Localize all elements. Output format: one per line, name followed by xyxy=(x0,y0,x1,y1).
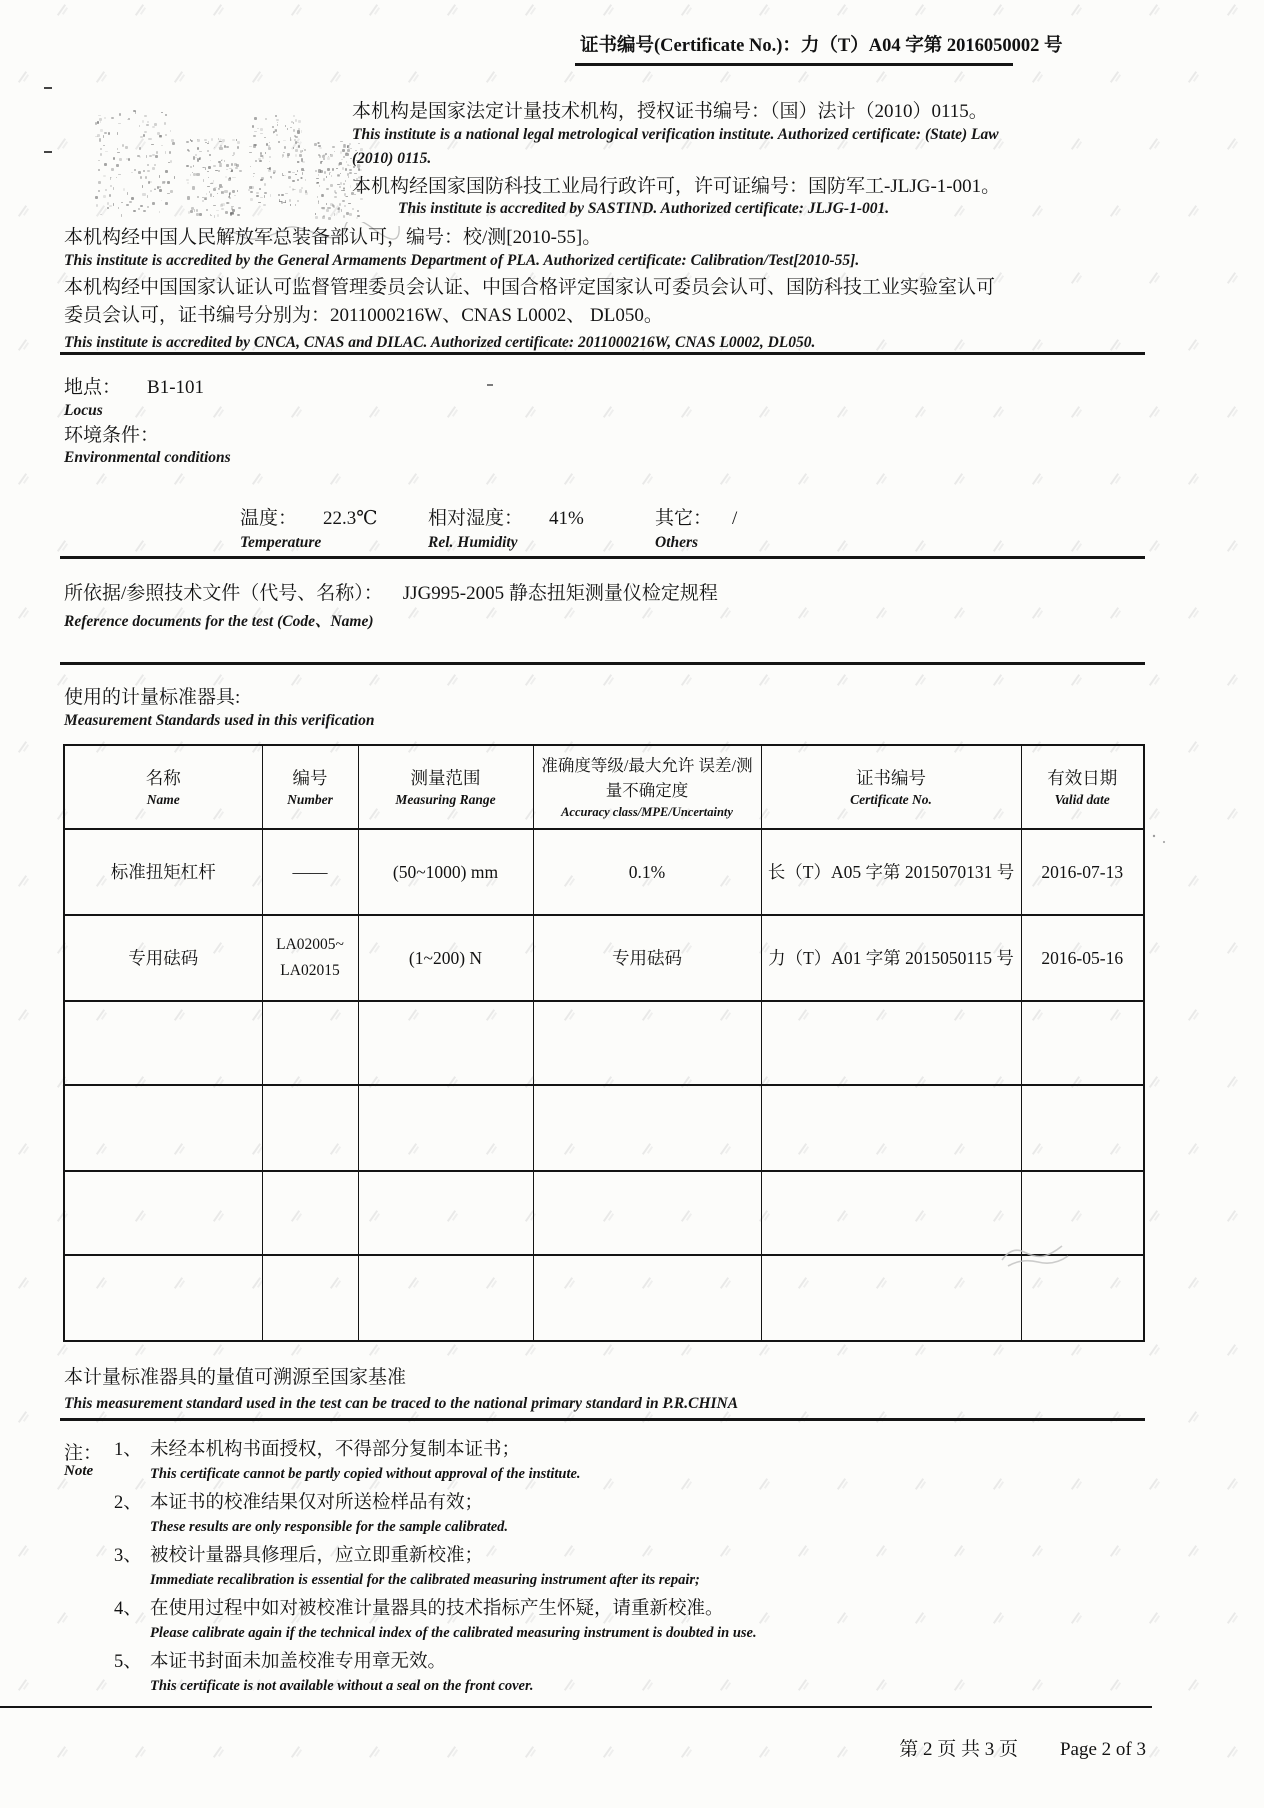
cell-valid-date: 2016-05-16 xyxy=(1021,915,1144,1001)
section-divider xyxy=(60,556,1145,559)
stray-dots xyxy=(1150,830,1176,848)
footer-rule xyxy=(0,1706,1152,1708)
humidity-field: 相对湿度： 41% xyxy=(428,508,584,529)
margin-mark xyxy=(44,151,52,153)
cell-certificate: 力（T）A01 字第 2015050115 号 xyxy=(761,915,1021,1001)
page-number-footer xyxy=(899,1734,1146,1761)
table-row xyxy=(64,829,1144,915)
accreditation-2-en: This institute is accredited by SASTIND. Authorized certificate: JLJG-1-001. xyxy=(398,200,890,217)
note-item-2: 2、 本证书的校准结果仅对所送检样品有效； These results are only responsible for the sample calibrated. xyxy=(114,1493,509,1535)
locus-field xyxy=(64,372,204,399)
table-row-empty xyxy=(64,1171,1144,1255)
table-row-empty xyxy=(64,1001,1144,1085)
note-item-5: 5、 本证书封面未加盖校准专用章无效。 This certificate is not available without a seal on the front cover. xyxy=(114,1652,534,1694)
cell-number: LA02005~ LA02015 xyxy=(262,915,358,1001)
col-certificate-no: 证书编号 Certificate No. xyxy=(761,745,1021,829)
others-field: 其它： / xyxy=(655,508,738,529)
cell-accuracy: 0.1% xyxy=(533,829,761,915)
note-item-3: 3、 被校计量器具修理后，应立即重新校准； Immediate recalibration is essential for the calibrated measuring instrument after its repair; xyxy=(114,1546,700,1588)
others-value: / xyxy=(732,508,738,529)
traceability-en: This measurement standard used in the test can be traced to the national primary standard in P.R.CHINA xyxy=(64,1395,739,1412)
page-number-en: Page 2 of 3 xyxy=(1059,1739,1146,1760)
env-conditions-label-en: Environmental conditions xyxy=(64,449,231,466)
cell-range: (1~200) N xyxy=(358,915,533,1001)
accreditation-1-en: This institute is a national legal metrological verification institute. Authorized certificate: (State) Law (2010) 0115. xyxy=(352,126,999,167)
env-conditions-label-cn: 环境条件： xyxy=(64,425,160,446)
standards-title-en: Measurement Standards used in this verification xyxy=(64,712,375,729)
measurement-standards-table xyxy=(63,744,1145,1342)
accreditation-3-en: This institute is accredited by the General Armaments Department of PLA. Authorized certificate: Calibration/Test[2010-55]. xyxy=(64,252,860,269)
table-row xyxy=(64,915,1144,1001)
pencil-smudge xyxy=(998,1238,1078,1272)
locus-label-en: Locus xyxy=(64,402,103,419)
note-label-en: Note xyxy=(64,1463,94,1479)
institute-calligraphy-seal xyxy=(88,96,368,226)
locus-label-cn: 地点： xyxy=(64,377,122,398)
accreditation-1-cn: 本机构是国家法定计量技术机构，授权证书编号：（国）法计（2010）0115。 xyxy=(352,101,988,122)
reference-doc-value: JJG995-2005 静态扭矩测量仪检定规程 xyxy=(402,583,718,604)
temperature-label-en: Temperature xyxy=(240,534,322,551)
page-number-cn: 第 2 页 共 3 页 xyxy=(899,1739,1018,1760)
col-name: 名称 Name xyxy=(64,745,262,829)
temperature-value: 22.3℃ xyxy=(323,508,378,529)
col-number: 编号 Number xyxy=(262,745,358,829)
reference-doc-field xyxy=(64,578,718,605)
accreditation-4-cn: 本机构经中国国家认证认可监督管理委员会认证、中国合格评定国家认可委员会认可、国防科技工业实验室认可 委员会认可，证书编号分别为：2011000216W、CNAS L0002、 DL050。 xyxy=(64,277,996,326)
table-row-empty xyxy=(64,1085,1144,1171)
col-accuracy: 准确度等级/最大允许 误差/测量不确定度 Accuracy class/MPE/Uncertainty xyxy=(533,745,761,829)
cell-accuracy: 专用砝码 xyxy=(533,915,761,1001)
notes-section xyxy=(64,1438,1074,1703)
table-header-row xyxy=(64,745,1144,829)
humidity-label-en: Rel. Humidity xyxy=(428,534,518,551)
cell-number: —— xyxy=(262,829,358,915)
col-measuring-range: 测量范围 Measuring Range xyxy=(358,745,533,829)
table-row-empty xyxy=(64,1255,1144,1341)
note-item-4: 4、 在使用过程中如对被校准计量器具的技术指标产生怀疑，请重新校准。 Please calibrate again if the technical index of the calibrated measuring instrument is doubted in use. xyxy=(114,1599,757,1641)
humidity-value: 41% xyxy=(549,508,584,529)
standards-title-cn: 使用的计量标准器具: xyxy=(64,687,241,708)
cell-certificate: 长（T）A05 字第 2015070131 号 xyxy=(761,829,1021,915)
certificate-number-header: 证书编号(Certificate No.)：力（T）A04 字第 2016050002 号 xyxy=(580,36,1063,56)
section-divider xyxy=(60,352,1145,355)
col-valid-date: 有效日期 Valid date xyxy=(1021,745,1144,829)
cell-range: (50~1000) mm xyxy=(358,829,533,915)
cell-valid-date: 2016-07-13 xyxy=(1021,829,1144,915)
reference-doc-label-en: Reference documents for the test (Code、Name) xyxy=(64,613,374,630)
accreditation-4-en: This institute is accredited by CNCA, CNAS and DILAC. Authorized certificate: 2011000216W, CNAS L0002, DL050. xyxy=(64,334,816,351)
section-divider xyxy=(60,662,1145,665)
section-divider xyxy=(60,1418,1145,1421)
others-label-en: Others xyxy=(655,534,699,551)
traceability-cn: 本计量标准器具的量值可溯源至国家基准 xyxy=(64,1367,407,1388)
temperature-field: 温度： 22.3℃ xyxy=(240,508,378,529)
accreditation-3-cn: 本机构经中国人民解放军总装备部认可，编号：校/测[2010-55]。 xyxy=(64,227,602,248)
header-underline xyxy=(575,63,1013,66)
locus-value: B1-101 xyxy=(147,377,205,398)
stray-mark xyxy=(487,384,493,386)
note-label-cn: 注： xyxy=(64,1443,103,1464)
reference-doc-label-cn: 所依据/参照技术文件（代号、名称）： xyxy=(64,583,383,604)
note-item-1: 1、 未经本机构书面授权，不得部分复制本证书； This certificate cannot be partly copied without approval of the institute. xyxy=(114,1440,581,1482)
accreditation-2-cn: 本机构经国家国防科技工业局行政许可，许可证编号：国防军工-JLJG-1-001。 xyxy=(352,176,1001,197)
margin-mark xyxy=(44,87,52,89)
cell-name: 专用砝码 xyxy=(64,915,262,1001)
cell-name: 标准扭矩杠杆 xyxy=(64,829,262,915)
